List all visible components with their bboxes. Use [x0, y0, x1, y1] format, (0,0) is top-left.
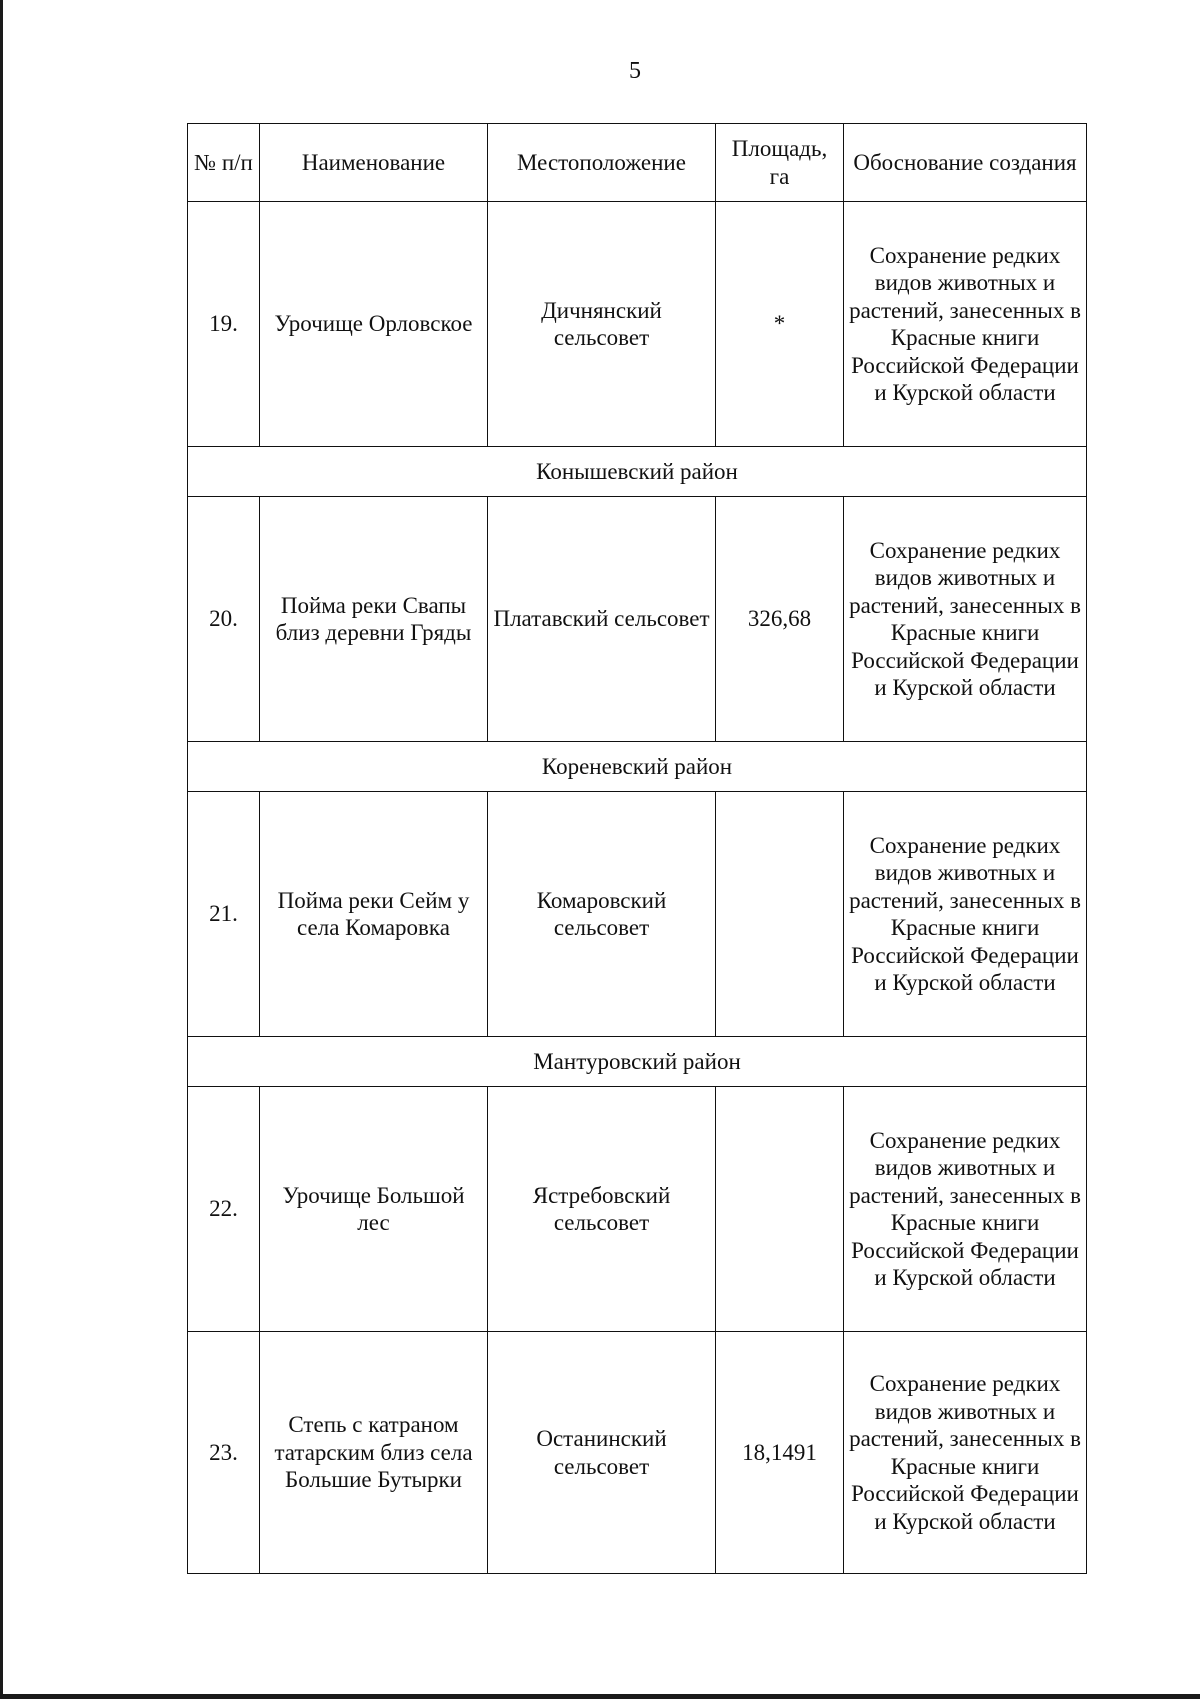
scan-border-bottom [0, 1694, 1200, 1699]
table-header-row [188, 124, 1087, 202]
district-row [188, 1037, 1087, 1087]
header-area: Площадь, га [716, 124, 844, 202]
site-location: Останинский сельсовет [488, 1332, 716, 1574]
district-name: Мантуровский район [188, 1037, 1087, 1087]
row-number: 20. [188, 497, 260, 742]
district-row [188, 742, 1087, 792]
table-row [188, 792, 1087, 1037]
header-basis: Обоснование создания [844, 124, 1087, 202]
table-row [188, 497, 1087, 742]
header-name: Наименование [260, 124, 488, 202]
header-num: № п/п [188, 124, 260, 202]
site-area [716, 792, 844, 1037]
site-basis: Сохранение редких видов животных и растений, занесенных в Красные книги Российской Федерации и Курской области [844, 1332, 1087, 1574]
site-area: * [716, 202, 844, 447]
row-number: 22. [188, 1087, 260, 1332]
row-number: 23. [188, 1332, 260, 1574]
district-name: Кореневский район [188, 742, 1087, 792]
site-name: Урочище Орловское [260, 202, 488, 447]
site-basis: Сохранение редких видов животных и растений, занесенных в Красные книги Российской Федерации и Курской области [844, 497, 1087, 742]
table-row [188, 1087, 1087, 1332]
site-area: 326,68 [716, 497, 844, 742]
site-basis: Сохранение редких видов животных и растений, занесенных в Красные книги Российской Федерации и Курской области [844, 792, 1087, 1037]
site-name: Пойма реки Свапы близ деревни Гряды [260, 497, 488, 742]
site-location: Комаровский сельсовет [488, 792, 716, 1037]
site-location: Ястребовский сельсовет [488, 1087, 716, 1332]
row-number: 21. [188, 792, 260, 1037]
row-number: 19. [188, 202, 260, 447]
table-row [188, 1332, 1087, 1574]
site-area: 18,1491 [716, 1332, 844, 1574]
page-number: 5 [629, 58, 641, 84]
district-row [188, 447, 1087, 497]
site-name: Пойма реки Сейм у села Комаровка [260, 792, 488, 1037]
site-area [716, 1087, 844, 1332]
protected-areas-table [187, 123, 1087, 1574]
site-location: Платавский сельсовет [488, 497, 716, 742]
district-name: Конышевский район [188, 447, 1087, 497]
scan-border-left [0, 0, 3, 1699]
site-location: Дичнянский сельсовет [488, 202, 716, 447]
site-name: Степь с катраном татарским близ села Большие Бутырки [260, 1332, 488, 1574]
site-basis: Сохранение редких видов животных и растений, занесенных в Красные книги Российской Федерации и Курской области [844, 202, 1087, 447]
site-basis: Сохранение редких видов животных и растений, занесенных в Красные книги Российской Федерации и Курской области [844, 1087, 1087, 1332]
table-row [188, 202, 1087, 447]
site-name: Урочище Большой лес [260, 1087, 488, 1332]
header-location: Местоположение [488, 124, 716, 202]
